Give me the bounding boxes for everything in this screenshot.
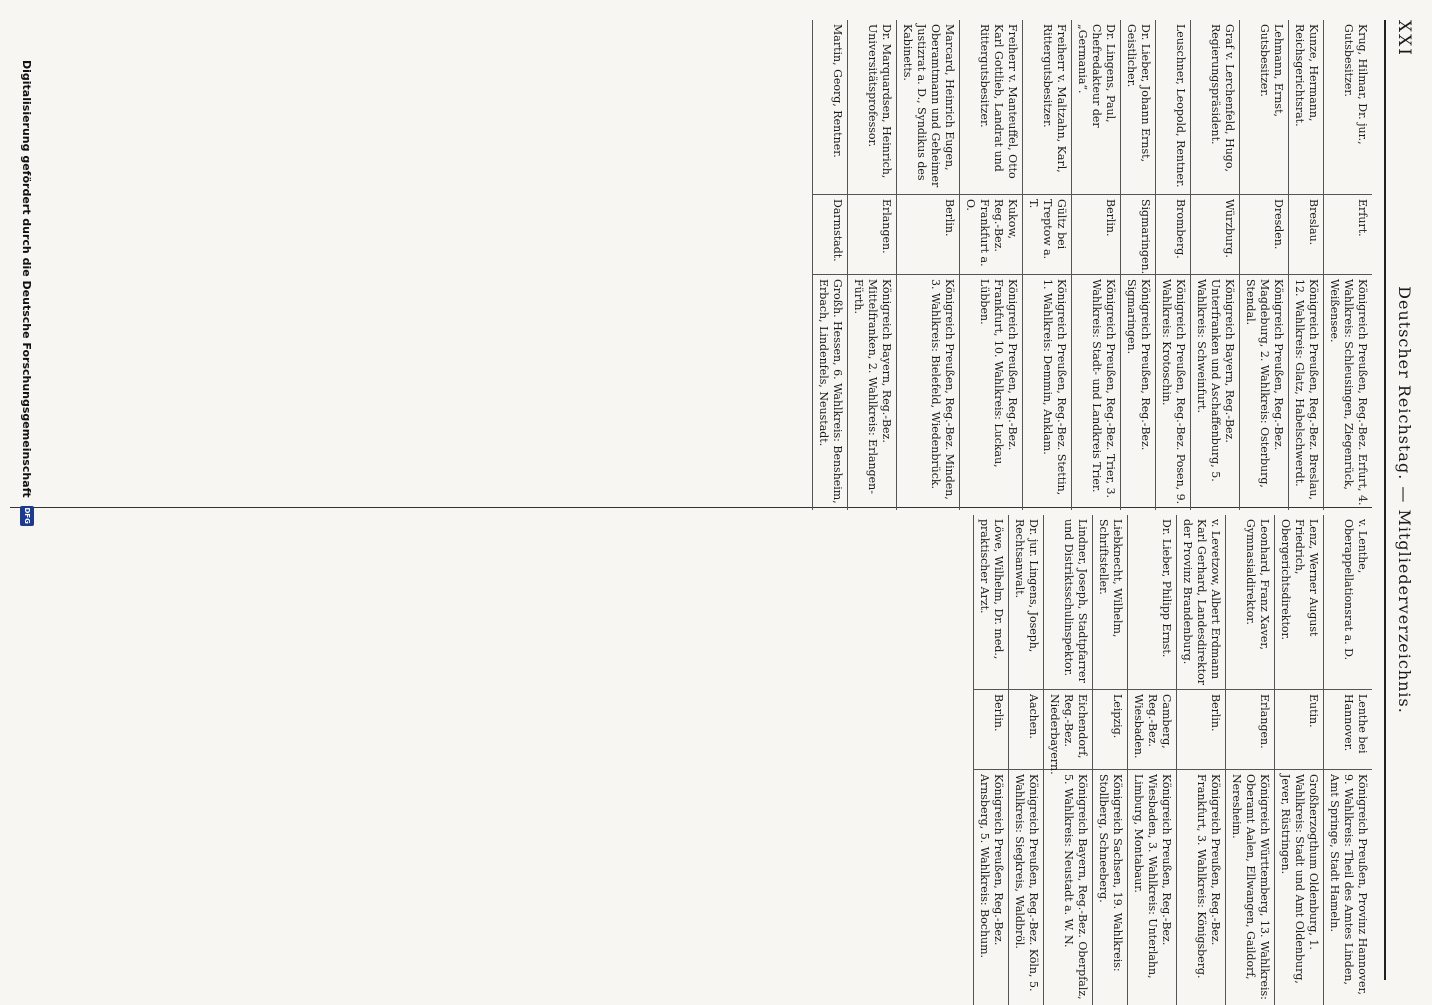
member-constituency: Königreich Preußen, Reg.-Bez. Sigmaringen.	[1125, 279, 1152, 451]
member-entry	[1120, 20, 1155, 510]
member-name: Dr. Lieber, Johann Ernst, Geistlicher.	[1121, 20, 1155, 195]
member-constituency: Königreich Preußen, Reg.-Bez. Trier, 3. Wahlkreis: Stadt- und Landkreis Trier.	[1090, 279, 1117, 498]
member-residence: Breslau.	[1289, 195, 1323, 275]
member-constituency: Königreich Württemberg, 13. Wahlkreis: Oberamt Aalen, Ellwangen, Gaildorf, Neresheim.	[1230, 774, 1271, 1000]
member-constituency: Großherzogthum Oldenburg, 1. Wahlkreis: Stadt und Amt Oldenburg, Jever, Rüstringen.	[1279, 774, 1320, 984]
member-name: v. Levetzow, Albert Erdmann Karl Gerhard, Landesdirektor der Provinz Brandenburg.	[1177, 515, 1225, 690]
member-name: Lindner, Joseph, Stadtpfarrer und Distriktsschulinspektor.	[1044, 515, 1092, 690]
member-entry	[1190, 20, 1239, 510]
member-residence: Camberg, Reg.-Bez. Wiesbaden.	[1128, 690, 1176, 770]
member-constituency: Königreich Preußen, Reg.-Bez. Erfurt, 4. Wahlkreis: Schleusingen, Ziegenrück, Weißensee.	[1328, 279, 1369, 506]
member-residence: Berlin.	[1072, 195, 1120, 275]
member-entry	[1225, 515, 1274, 1005]
member-name: Dr. Lingens, Paul, Chefredakteur der „Germania“.	[1072, 20, 1120, 195]
member-constituency: Königreich Preußen, Reg.-Bez. Magdeburg, 2. Wahlkreis: Osterburg, Stendal.	[1244, 279, 1285, 488]
member-constituency: Königreich Preußen, Reg.-Bez. Wiesbaden, 3. Wahlkreis: Unterlahn, Limburg, Montabaur.	[1132, 774, 1173, 979]
digitization-note-text: Digitalisierung gefördert durch die Deutsche Forschungsgemeinschaft	[20, 60, 34, 498]
member-entry	[1155, 20, 1190, 510]
member-name: Lehmann, Ernst, Gutsbesitzer.	[1240, 20, 1288, 195]
member-entry	[1043, 515, 1092, 1005]
member-constituency: Königreich Bayern, Reg.-Bez. Mittelfranken, 2. Wahlkreis: Erlangen-Fürth.	[852, 279, 893, 494]
member-residence: Sigmaringen.	[1121, 195, 1155, 275]
member-constituency: Königreich Sachsen, 19. Wahlkreis: Stollberg, Schneeberg.	[1097, 774, 1124, 972]
member-constituency: Königreich Preußen, Provinz Hannover, 9. Wahlkreis: Theil des Amtes Linden, Amt Springe, Stadt Hameln.	[1328, 774, 1369, 996]
member-name: Marcard, Heinrich Eugen, Oberamtmann und Geheimer Justizrat a. D., Syndikus des Kabinetts.	[897, 20, 959, 195]
member-entry	[1008, 515, 1043, 1005]
member-constituency: Königreich Preußen, Reg.-Bez. Köln, 5. Wahlkreis: Siegkreis, Waldbröl.	[1013, 774, 1040, 992]
member-name: Leuschner, Leopold, Rentner.	[1156, 20, 1190, 195]
member-name: Freiherr v. Manteuffel, Otto Karl Gottlieb, Landrat und Rittergutsbesitzer.	[960, 20, 1022, 195]
member-constituency: Großh. Hessen, 6. Wahlkreis: Bensheim, Erbach, Lindenfels, Neustadt.	[817, 279, 844, 504]
member-entry	[1127, 515, 1176, 1005]
member-entry	[1176, 515, 1225, 1005]
member-entry	[1071, 20, 1120, 510]
member-residence: Würzburg.	[1191, 195, 1239, 275]
member-constituency: Königreich Preußen, Reg.-Bez. Stettin, 1. Wahlkreis: Demmin, Anklam.	[1041, 279, 1068, 496]
member-name: Löwe, Wilhelm, Dr. med., praktischer Arzt.	[974, 515, 1008, 690]
member-entry	[1239, 20, 1288, 510]
member-name: Leonhard, Franz Xaver, Gymnasialdirektor.	[1226, 515, 1274, 690]
member-residence: Berlin.	[1177, 690, 1225, 770]
member-residence: Erlangen.	[848, 195, 896, 275]
member-residence: Lenthe bei Hannover.	[1324, 690, 1372, 770]
digitization-note	[12, 60, 42, 940]
member-entry	[1288, 20, 1323, 510]
dfg-logo: DFG	[20, 506, 34, 526]
member-name: Lenz, Werner August Friedrich, Obergerichtsdirektor.	[1275, 515, 1323, 690]
member-entry	[847, 20, 896, 510]
member-name: Dr. Lieber, Philipp Ernst.	[1128, 515, 1176, 690]
member-residence: Eichendorf, Reg.-Bez. Niederbayern.	[1044, 690, 1092, 770]
member-residence: Erfurt.	[1324, 195, 1372, 275]
member-constituency: Königreich Bayern, Reg.-Bez. Unterfranken und Aschaffenburg, 5. Wahlkreis: Schweinfurt.	[1195, 279, 1236, 482]
member-constituency: Königreich Preußen, Reg.-Bez. Arnsberg, 5. Wahlkreis: Bochum.	[978, 774, 1005, 959]
member-entry	[959, 20, 1022, 510]
member-column-left	[812, 20, 1372, 510]
member-entry	[896, 20, 959, 510]
member-residence: Berlin.	[974, 690, 1008, 770]
member-constituency: Königreich Preußen, Reg.-Bez. Frankfurt, 10. Wahlkreis: Luckau, Lübben.	[978, 279, 1019, 468]
running-title: Deutscher Reichstag. — Mitgliederverzeichnis.	[1395, 286, 1414, 714]
member-residence: Eutin.	[1275, 690, 1323, 770]
page-header	[1384, 20, 1420, 980]
member-name: Freiherr v. Maltzahn, Karl, Rittergutsbesitzer.	[1023, 20, 1071, 195]
member-entry	[1092, 515, 1127, 1005]
member-entry	[1274, 515, 1323, 1005]
member-name: Martin, Georg, Rentner.	[813, 20, 847, 195]
member-residence: Kukow, Reg.-Bez. Frankfurt a. O.	[960, 195, 1022, 275]
member-entry	[1022, 20, 1071, 510]
member-name: Liebknecht, Wilhelm, Schriftsteller.	[1093, 515, 1127, 690]
member-name: Kunze, Hermann, Reichsgerichtsrat.	[1289, 20, 1323, 195]
member-entry	[1323, 20, 1372, 510]
member-name: Dr. Marquardsen, Heinrich, Universitätsprofessor.	[848, 20, 896, 195]
member-residence: Gültz bei Treptow a. T.	[1023, 195, 1071, 275]
member-residence: Aachen.	[1009, 690, 1043, 770]
page-number: XXI	[1394, 20, 1414, 57]
member-residence: Bromberg.	[1156, 195, 1190, 275]
member-constituency: Königreich Preußen, Reg.-Bez. Frankfurt, 3. Wahlkreis: Königsberg.	[1195, 774, 1222, 979]
member-entry	[812, 20, 847, 510]
member-entry	[1323, 515, 1372, 1005]
member-name: Dr. jur. Lingens, Joseph, Rechtsanwalt.	[1009, 515, 1043, 690]
member-column-right	[973, 515, 1372, 1005]
member-name: Graf v. Lerchenfeld, Hugo, Regierungspräsident.	[1191, 20, 1239, 195]
member-name: v. Lenthe, Oberappellationsrat a. D.	[1324, 515, 1372, 690]
member-residence: Berlin.	[897, 195, 959, 275]
member-residence: Dresden.	[1240, 195, 1288, 275]
member-entry	[973, 515, 1008, 1005]
member-constituency: Königreich Preußen, Reg.-Bez. Posen, 9. Wahlkreis: Krotoschin.	[1160, 279, 1187, 505]
member-name: Krug, Hilmar, Dr. jur., Gutsbesitzer.	[1324, 20, 1372, 195]
member-constituency: Königreich Preußen, Reg.-Bez. Minden, 3. Wahlkreis: Bielefeld, Wiedenbrück.	[929, 279, 956, 500]
member-residence: Erlangen.	[1226, 690, 1274, 770]
member-residence: Darmstadt.	[813, 195, 847, 275]
member-constituency: Königreich Preußen, Reg.-Bez. Breslau, 12. Wahlkreis: Glatz, Habelschwerdt.	[1293, 279, 1320, 500]
member-residence: Leipzig.	[1093, 690, 1127, 770]
member-constituency: Königreich Bayern, Reg.-Bez. Oberpfalz, 5. Wahlkreis: Neustadt a. W. N.	[1062, 774, 1089, 1000]
